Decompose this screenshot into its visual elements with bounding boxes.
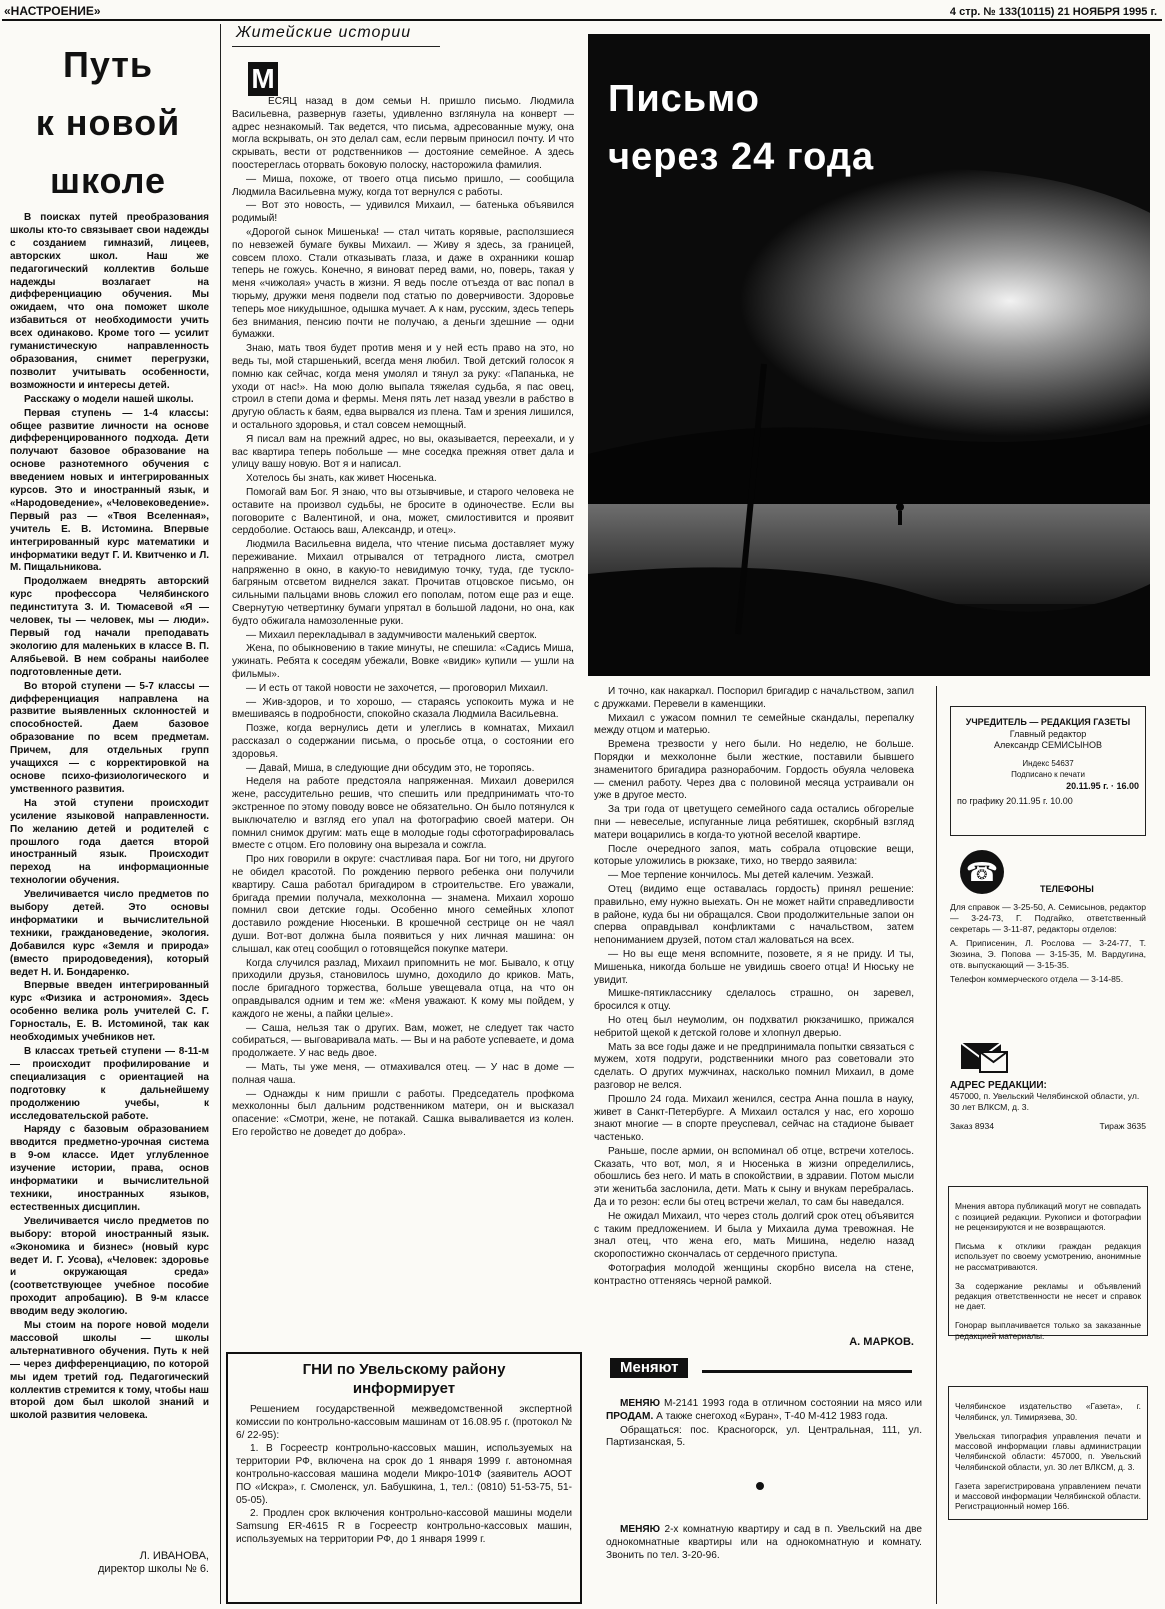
- ad1-contact: Обращаться: пос. Красногорск, ул. Центральная, 111, ул. Партизанская, 5.: [606, 1424, 922, 1449]
- paragraph: Не ожидал Михаил, что через столь долгий срок отец объявится с таким предложением. И была у Михаила дума тревожная. Не знал отец, что жена его, мать Мишина, неделю назад скоропостижно скончалась от сердечного приступа.: [594, 1210, 914, 1261]
- printers-list: [955, 1401, 1141, 1511]
- paragraph: Увеличивается число предметов по выбору детей. Это основы информатики и вычислительной техники, граждановедение, экология. Добавился курс «Земля и природа» (вместо природоведения), который ведет Н. И. Бондаренко.: [10, 889, 209, 978]
- paragraph: Расскажу о модели нашей школы.: [24, 393, 194, 405]
- paragraph: Людмила Васильевна видела, что чтение письма доставляет мужу переживание. Михаил отрывался от тетрадного листа, смотрел напряженно в окно, в какую-то невидимую точку, туда, где тускло-багряным отсветом виднелся закат. Прочитав отцовское письмо, он сильными пальцами вновь сложил его пополам, потом еще раз и еще. Свернутую четвертинку бумаги упрятал в большой ладони, но она, как будто обжигала намозоленные руки.: [232, 539, 574, 627]
- founder-box: [950, 706, 1146, 836]
- school-article-title: [8, 36, 208, 210]
- paragraph: Увельская типография управления печати и массовой информации главы администрации Челябинской области: 457000, п. Увельский Челябинской области, ул. 30 лет ВЛКСМ, д. 3.: [955, 1430, 1141, 1472]
- signed-date: 20.11.95 г. · 16.00: [1066, 780, 1139, 791]
- letter-article-col1: [232, 96, 574, 1344]
- phones-text: Для справок — 3-25-50, А. Семисынов, редактор — 3-24-73, Г. Подгайко, ответственный секретарь — 3-11-87, редакторы отделов:: [950, 902, 1146, 934]
- imprint-rule: [936, 686, 937, 1604]
- paragraph: Впервые введен интегрированный курс «Физика и астрономия». Здесь особенно велика роль учителей С. Г. Горносталь, Е. В. Истоминой, так как необходимых учебников нет.: [10, 980, 209, 1044]
- paragraph: Первая ступень — 1-4 классы: общее развитие личности на основе дифференцированного подхода. Дети получают базовое образование на основе разнотемного обучения с введением новых и интегрированных курсов. Это и иностранный язык, и «Народоведение», «Человековедение». Первый раз — «Твоя Вселенная», учитель Е. В. Истомина. Впервые интегрированный курс математики и информатики ведут Г. И. Квитченко и Л. М. Пищальникова.: [10, 407, 209, 574]
- order: Заказ 8934: [950, 1121, 995, 1131]
- gni-box: [226, 1352, 582, 1604]
- paragraph: На этой ступени происходит усиление языковой направленности. По желанию детей и родителей с прошлого года дается второй иностранный язык. Происходит переход на информационные технологии обучения.: [10, 797, 209, 887]
- exchange-header: [606, 1358, 912, 1378]
- header-rule: [2, 19, 1162, 21]
- index: Индекс 54637: [1022, 758, 1074, 768]
- circulation: Тираж 3635: [1099, 1121, 1146, 1131]
- paragraph: — Давай, Миша, в следующие дни обсудим это, не торопясь.: [246, 762, 535, 774]
- paragraph: — Вот это новость, — удивился Михаил, — батенька объявился родимый!: [232, 200, 574, 225]
- envelope-icon: [960, 1042, 1008, 1074]
- article-photo: [588, 34, 1150, 676]
- rubric: Житейские истории: [236, 24, 412, 41]
- signed: Подписано к печати: [1011, 770, 1085, 779]
- paragraph: За три года от цветущего семейного сада остались обгорелые пни — невеселые, испуганные лица ребятишек, скорбный взгляд матери воцарились в когда-то уютной веселой квартире.: [594, 804, 914, 841]
- paragraph: Письма к отклики граждан редакция использует по своему усмотрению, анонимные не рассматриваются.: [955, 1241, 1141, 1272]
- paragraph: В поисках путей преобразования школы кто-то связывает свои надежды с созданием гимназий, лицеев, авторских школ. Наш же педагогический коллектив больше надежды возлагает на дифференциацию обучения. Мы ожидаем, что она поможет школе избавиться от необходимости учить всех одинаково. Кроме того — усилит гуманистическую направленность образования, снимет перегрузки, позволит учитывать особенности, возможности и интересы детей.: [10, 212, 209, 391]
- paragraph: Позже, когда вернулись дети и улеглись в комнатах, Михаил рассказал о содержании письма, о просьбе отца, о состоянии его здоровья.: [232, 723, 574, 760]
- issue-info: 4 стр. № 133(10115) 21 НОЯБРЯ 1995 г.: [949, 6, 1157, 18]
- letter-article-col2: [594, 686, 914, 1326]
- exchange-title: Меняют: [610, 1358, 688, 1378]
- address-title: АДРЕС РЕДАКЦИИ:: [950, 1080, 1047, 1091]
- exchange-rule: [702, 1370, 912, 1373]
- paragraph: — Но вы еще меня вспомните, позовете, я я не приду. И ты, Мишенька, никогда больше не увидишь своего отца! И Нюську не увидит.: [594, 948, 914, 986]
- paragraph: Мать за все годы даже и не предпринимала попытки связаться с мужем, хотя подруги, родственники много раз советовали это сделать. О других мужчинах, насколько помнил Михаил, в доме разговор не велся.: [594, 1041, 914, 1091]
- paragraph: — Жив-здоров, и то хорошо, — стараясь успокоить мужа и не вмешиваясь в подробности, спокойно сказала Людмила Васильевна.: [232, 696, 574, 721]
- ad1-rest: А также снегоход «Буран», Т-40 М-412 1983 года.: [653, 1410, 888, 1422]
- paragraph: — Миша, похоже, от твоего отца письмо пришло, — сообщила Людмила Васильевна мужу, когда тот вернулся с работы.: [232, 173, 574, 198]
- gni-body: [236, 1404, 572, 1590]
- paragraph: Прошло 24 года. Михаил женился, сестра Анна пошла в науку, живет в Санкт-Петербурге. А Михаил остался у нас, его хорошо знают многие — в спорте преуспевал, сейчас на стадионе бывает частенько.: [594, 1093, 914, 1144]
- order-row: [950, 1121, 1146, 1132]
- paragraph: Я писал вам на прежний адрес, но вы, оказывается, переехали, и у вас квартира теперь побольше — мне соседка прежняя ответ дала и улицу вашу новую. Вот я и написал.: [232, 433, 574, 471]
- paragraph: Мишке-пятикласснику сделалось страшно, он заревел, бросился к отцу.: [594, 988, 914, 1013]
- editor-name: Александр СЕМИСЫНОВ: [994, 740, 1102, 750]
- notes-box: [948, 1186, 1148, 1341]
- notes-list: [955, 1201, 1141, 1341]
- paragraph: — Однажды к ним пришли с работы. Председатель профкома мехколонны был дальним родственником матери, он и высказал опасение: «Смотри, жене, не потакай. Сашка вываливается из колен. Его геройство не доведет до добра».: [232, 1088, 574, 1138]
- schedule: по графику 20.11.95 г. 10.00: [957, 796, 1073, 806]
- left-column-rule: [220, 24, 221, 1604]
- paragraph: Хотелось бы знать, как живет Нюсенька.: [246, 473, 437, 485]
- photo-title: [608, 70, 874, 186]
- school-author: [10, 1550, 209, 1576]
- paragraph: Неделя на работе предстояла напряженная. Михаил доверился жене, рассудительно решив, что спешить или предпринимать что-то экстренное по этому поводу вовсе не обязательно. Он было потянулся к выключателю и взгляд его упал на фотографию своей матери. Он помнил снимок другим: мать еще в молодые годы сфотографировалась вместе с отцом. Его половину она вырезала и сожгла.: [232, 776, 574, 852]
- phones-text3: Телефон коммерческого отдела — 3-14-85.: [950, 974, 1124, 984]
- paragraph: 2. Продлен срок включения контрольно-кассовой машины модели Samsung ER-4615 R в Госреестр контрольно-кассовых машин, используемых на территории РФ, до 1 января 1999 г.: [236, 1508, 572, 1545]
- gni-title: ГНИ по Увельскому району информирует: [302, 1361, 506, 1397]
- ad2-lead: МЕНЯЮ: [620, 1524, 661, 1535]
- paragraph: Жена, по обыкновению в такие минуты, не спешила: «Садись Миша, ужинать. Ребята к соседям убежали, Вовке «видик» купили — ушли на фильмы».: [232, 643, 574, 681]
- paragraph: — Саша, нельзя так о других. Вам, может, не следует так часто собираться, — выговаривала мать. — Вы и на работе успеваете, и дома продолжаете. У нас ведь двое.: [232, 1022, 574, 1060]
- exchange-ad-1: [606, 1398, 922, 1472]
- exchange-ad-2: [606, 1524, 922, 1568]
- editor-role: Главный редактор: [1009, 728, 1087, 739]
- paragraph: Наряду с базовым образованием вводится предметно-урочная система в 9-ом классе. Идет углубленное изучение истории, права, основ информатики и вычислительной техники, иностранных языков, естественных дисциплин.: [10, 1124, 209, 1213]
- paragraph: Фотография молодой женщины скорбно висела на стене, контрастно оттеняясь черной рамкой.: [594, 1263, 914, 1287]
- paragraph: Михаил с ужасом помнил те семейные скандалы, перепалку между отцом и матерью.: [594, 712, 914, 737]
- title-line-1: Путь: [62, 44, 154, 85]
- photo-title-line-1: Письмо: [608, 78, 760, 120]
- phone-icon: ☎: [960, 850, 1004, 894]
- ad2-text: 2-х комнатную квартиру и сад в п. Увельский на две однокомнатные квартиры или на однокомнатную и комнату. Звонить по тел. 3-20-96.: [606, 1524, 922, 1561]
- ad1-text: М-2141 1993 года в отличном состоянии на мясо или: [660, 1398, 922, 1409]
- paragraph: — И есть от такой новости не захочется, — проговорил Михаил.: [246, 682, 549, 694]
- section-label: «НАСТРОЕНИЕ»: [4, 4, 101, 18]
- paragraph: За содержание рекламы и объявлений редакция ответственности не несет и справок не дает.: [955, 1280, 1141, 1312]
- ad1-bold: ПРОДАМ.: [606, 1410, 654, 1422]
- rubric-rule: [232, 46, 440, 47]
- paragraph: — Михаил перекладывал в задумчивости маленький сверток.: [246, 629, 537, 641]
- paragraph: — Мое терпение кончилось. Мы детей калечим. Уезжай.: [608, 870, 874, 882]
- paragraph: Мы стоим на пороге новой модели массовой школы — школы альтернативного обучения. Путь к ней — через дифференциацию, по которой мы идем третий год. Педагогический коллектив стремится к тому, чтобы наш второй дом был школой знаний и школой развития человека.: [10, 1320, 209, 1422]
- paragraph: Знаю, мать твоя будет против меня и у ней есть право на это, но ведь ты, мой старшенький, всегда меня любил. Твой детский голосок я помню как сейчас, когда меня умолял и тянул за руку: «Папанька, не уходи от нас!». На мою долю выпала тяжелая судьба, я пас овец, строил в степи дома и фермы. Меня пять лет назад увезли в рабство в другую область к баям, едва вырвался из плена. Там и зрения лишился, и остального здоровья, и стал совсем немощный.: [232, 343, 574, 431]
- paragraph: Гонорар выплачивается только за заказанные редакцией материалы.: [955, 1320, 1141, 1341]
- paragraph: Раньше, после армии, он вспоминал об отце, встречи хотелось. Сказать, что вот, мол, я и Нюсенька в жизни определились, обошлись без него. И мать в спокойствии, в здравии. Потом мысли эти женитьба заслонила, дети. Мать к сыну и внукам перебралась. Да и то резон: если бы отец встречи желал, то сам бы наведался.: [594, 1145, 914, 1209]
- founder: УЧРЕДИТЕЛЬ — РЕДАКЦИЯ ГАЗЕТЫ: [965, 717, 1131, 727]
- paragraph: После очередного запоя, мать собрала отцовские вещи, которые уложились в рюкзаке, тихо, но твердо заявила:: [594, 843, 914, 868]
- paragraph: Газета зарегистрирована управлением печати и массовой информации Челябинской области. Регистрационный номер 166.: [955, 1480, 1141, 1512]
- paragraph: В классах третьей ступени — 8-11-м — происходит профилирование и специализация с ориентацией на подготовку к дальнейшему продолжению учебы, к исследовательской работе.: [10, 1046, 209, 1122]
- paragraph: — Мать, ты уже меня, — отмахивался отец. — У нас в доме — полная чаша.: [232, 1061, 574, 1086]
- paragraph: Но отец был неумолим, он подхватил рюкзачишко, прижался небритой щекой к детской голове и хлопнул дверью.: [594, 1014, 914, 1039]
- paragraph: Отец (видимо еще оставалась гордость) принял решение: правильно, ему нужно выехать. Он не может найти справедливости в районе, куда бы ни обращался. Свои продолжительные запои он сперва оправдывал конфликтами с начальством, затем непониманием друзей, потом стал жаловаться на всех.: [594, 883, 914, 947]
- author-role: директор школы № 6.: [98, 1563, 209, 1575]
- drop-cap: М: [248, 62, 278, 96]
- paragraph: Челябинское издательство «Газета», г. Челябинск, ул. Тимирязева, 30.: [955, 1401, 1141, 1422]
- paragraph: 1. В Госреестр контрольно-кассовых машин, используемых на территории РФ, включена на срок до 1 января 1999 г. автономная контрольно-кассовая машина модели Микро-101Ф (заявитель АООТ ПО «Искра», г. Смоленск, ул. Бабушкина, 1, тел.: (0810) 51-53-75, 51-05-05).: [236, 1443, 572, 1506]
- phones-block: [950, 902, 1146, 985]
- printers-box: [948, 1386, 1148, 1520]
- ad1-lead: МЕНЯЮ: [620, 1398, 661, 1409]
- paragraph: Мнения автора публикаций могут не совпадать с позицией редакции. Рукописи и фотографии не рецензируются и не возвращаются.: [955, 1201, 1141, 1233]
- title-line-3: школе: [49, 160, 167, 201]
- paragraph: ЕСЯЦ назад в дом семьи Н. пришло письмо. Людмила Васильевна, развернув газеты, удивленно взглянула на конверт — адрес незнакомый. Так ведется, что письма, адресованные мужу, она могла вскрывать, он это делал сам, если первым приносил почту. И что скрывать, вести от родственников — достояние семейное. А здесь поостереглась оторвать боковую полоску, насторожила фамилия.: [232, 96, 574, 171]
- paragraph: Увеличивается число предметов по выбору: второй иностранный язык. «Экономика и бизнес» (новый курс ведет И. Г. Усова), «Человек: здоровье и окружающая среда» (соответствующее учебное пособие проходит апробацию). В 9-м классе вводим веду экологию.: [10, 1215, 209, 1318]
- paragraph: Про них говорили в округе: счастливая пара. Бог ни того, ни другого не обидел красотой. По рождению первого ребенка они получили квартиру. Саша работал бригадиром в строительстве. Его уважали, бригада премии получала, мехколонна — знамена. Михаил хорошо помнил свои детские годы. Особенно много семейных хлопот доставило рождение Нюсеньки. В крошечной сестрице он не чаял души. Вот-вот должна была появиться у них личная машина: он слышал, как отец сообщил о готовящейся покупке матери.: [232, 854, 574, 955]
- paragraph: «Дорогой сынок Мишенька! — стал читать корявые, расползшиеся по невзежей бумаге буквы Михаил. — Живу я здесь, за границей, совсем плохо. Стали отказывать глаза, и даже в охранники кошар теперь не гожусь. Конечно, я виноват перед вами, но, поверь, такая у меня «чижолая» участь в жизни. Я ведь после отъезда от вас попал в тюрьму, дружки меня подвели под статью по доверчивости. Здоровье теперь мое никудышное, одышка мучает. А к нам, русским, здесь теперь без внимания, пенсию почти не получаю, а деньги здешние — одни бумажки.: [232, 226, 574, 341]
- letter-author: А. МАРКОВ.: [849, 1336, 914, 1348]
- phones-text2: А. Приписенин, Л. Рослова — 3-24-77, Т. Зюзина, Э. Попова — 3-15-35, М. Вардугина, отв. выпускающий — 3-15-35.: [950, 938, 1146, 970]
- photo-title-line-2: через 24 года: [608, 136, 875, 178]
- paragraph: И точно, как накаркал. Поспорил бригадир с начальством, запил с дружками. Перевели в каменщики.: [594, 686, 914, 710]
- bullet-dot: [756, 1482, 764, 1490]
- paragraph: Времена трезвости у него были. Но неделю, не больше. Порядки и мехколонне были жесткие, поставили бывшего знаменитого бригадира разнорабочим. Гордость обуяла человека — сменил работу. Через два с половиной месяца устраивали он уже в другое место.: [594, 739, 914, 802]
- title-line-2: к новой: [35, 102, 181, 143]
- paragraph: Когда случился разлад, Михаил припомнить не мог. Бывало, к отцу приходили друзья, становилось шумно, доходило до криков. Мать, после бригадного торжества, больше увещевала отца, на что он оправдывался одним и тем же: «Меня уважают. К кому мы пойдем, у каждого не жены, а пайки целые».: [232, 957, 574, 1020]
- paragraph: Во второй ступени — 5-7 классы — дифференциация направлена на развитие выявленных склонностей и способностей. Даем базовое образование по всем предметам. Причем, для отдельных групп учащихся — с корректировкой на основе психо-физиологического и умственного развития.: [10, 680, 209, 795]
- address-block: [950, 1080, 1146, 1132]
- author-name: Л. ИВАНОВА,: [139, 1550, 209, 1562]
- phones-title: ТЕЛЕФОНЫ: [1040, 884, 1094, 894]
- paragraph: Решением государственной межведомственной экспертной комиссии по контрольно-кассовым машинам от 16.08.95 г. (протокол № 6/ 22-95):: [236, 1404, 572, 1441]
- paragraph: Продолжаем внедрять авторский курс профессора Челябинского пединститута З. И. Тюмасевой «Я — человек, ты — человек, мы — люди». Первый год начали преподавать экологию для маленьких в классе В. П. Алябьевой. В нем собраны наиболее подготовленные дети.: [10, 576, 209, 678]
- school-article-body: [10, 212, 209, 1547]
- address-text: 457000, п. Увельский Челябинской области, ул. 30 лет ВЛКСМ, д. 3.: [950, 1091, 1140, 1112]
- paragraph: Помогай вам Бог. Я знаю, что вы отзывчивые, и старого человека не оставите на произвол судьбы, не бросите в одиночестве. Если вы поговорите с Валентиной, и она, может, смилостивится и проявит сердоболие. Остаюсь ваш, Александр, и отец».: [232, 486, 574, 537]
- envelope-graphic: [960, 1042, 1008, 1074]
